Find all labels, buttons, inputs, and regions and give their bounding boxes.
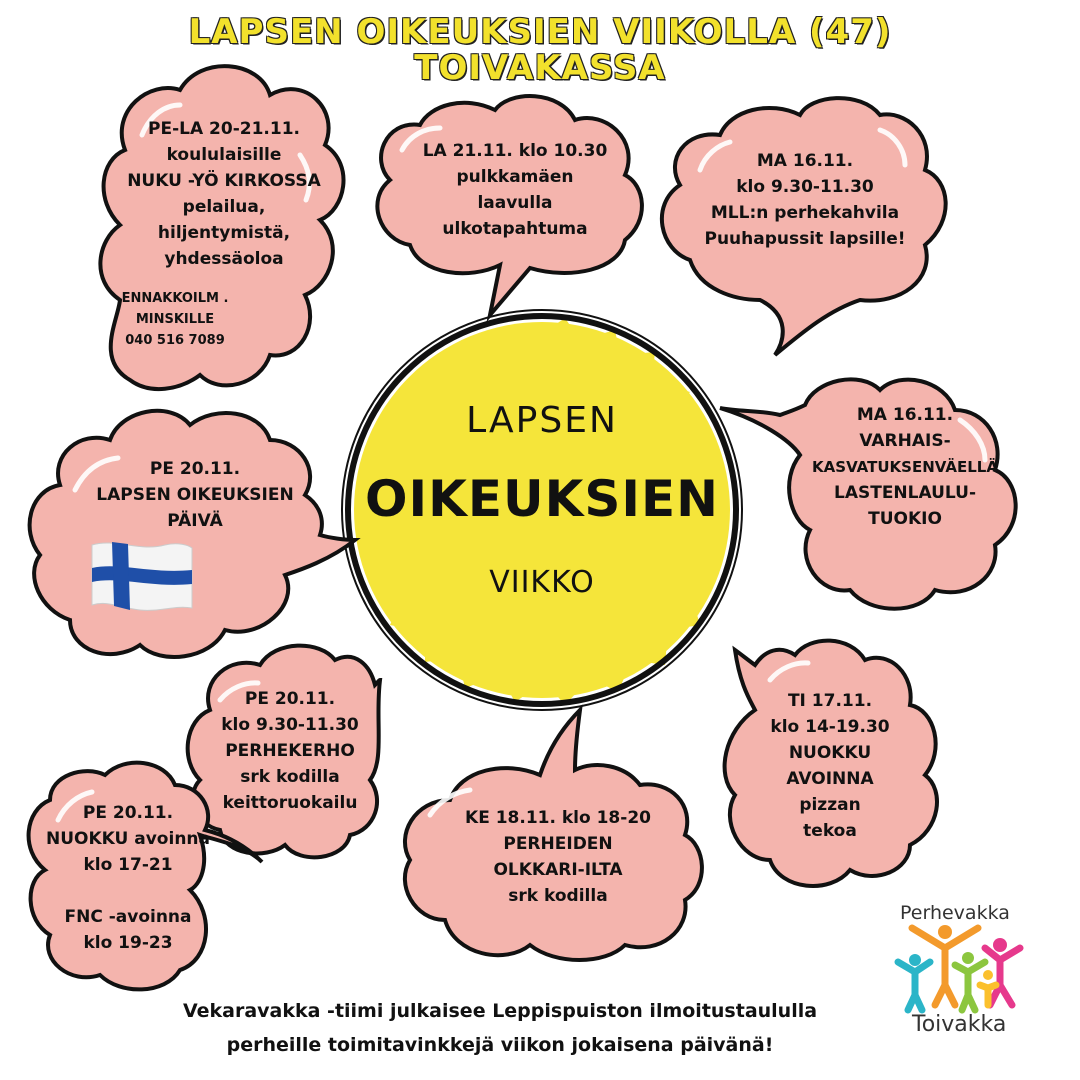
bubble-line: MA 16.11. [756,151,854,171]
bubble-line: PERHEKERHO [225,741,355,761]
bubble-line: PERHEIDEN [503,834,613,854]
bubble-line: KASVATUKSENVÄELLÄ [812,458,998,476]
bubble-line: LAPSEN OIKEUKSIEN [96,485,294,505]
bubble-line: pulkkamäen [456,167,574,187]
footer-line2: perheille toimitavinkkejä viikon jokaisena päivänä! [226,1034,774,1056]
bubble-line [38,878,218,904]
bubble-text-oikeuksienpaiva [80,456,310,534]
bubble-text-olkkari [428,805,688,909]
bubble-line: hiljentymistä, [157,223,291,243]
bubble-line: PE 20.11. [244,689,336,709]
bubble-line: MLL:n perhekahvila [710,203,900,223]
bubble-line: srk kodilla [240,767,340,787]
bubble-line: tekoa [803,821,857,841]
bubble-line: OLKKARI-ILTA [493,860,623,880]
bubble-line: LASTENLAULU- [833,483,977,503]
bubble-line: PE 20.11. [149,459,241,479]
bubble-line: koululaisille [166,145,282,165]
bubble-line: klo 14-19.30 [770,717,890,737]
bubble-text-perhekerho [195,686,385,816]
bubble-line: Puuhapussit lapsille! [704,229,906,249]
bubble-text-nuokku-pe [38,800,218,956]
bubble-line: 040 516 7089 [125,333,225,348]
bubble-line: FNC -avoinna [64,907,192,927]
poster-title-line1: LAPSEN OIKEUKSIEN VIIKOLLA (47) [188,12,892,52]
bubble-line: klo 17-21 [83,855,173,875]
bubble-line: AVOINNA [786,769,874,789]
bubble-text-lastenlaulu [795,402,1015,532]
bubble-text-perhekahvila [680,148,930,252]
bubble-line: LA 21.11. klo 10.30 [422,141,608,161]
center-text-line3: VIIKKO [489,565,595,600]
bubble-line: KE 18.11. klo 18-20 [465,808,651,828]
bubble-line: NUOKKU [788,743,872,763]
bubble-text-nukuyo [110,116,338,272]
bubble-text-nukuyo-contact [100,288,250,351]
bubble-line: klo 9.30-11.30 [736,177,874,197]
logo-text-bottom: Toivakka [912,1012,1007,1037]
bubble-line: klo 9.30-11.30 [221,715,359,735]
bubble-line: pelailua, [182,197,266,217]
bubble-line: laavulla [477,193,553,213]
footer-line1: Vekaravakka -tiimi julkaisee Leppispuiston ilmoitustaululla [182,1000,818,1022]
bubble-line: NUOKKU avoinna [46,829,210,849]
bubble-line: TI 17.11. [787,691,873,711]
bubble-line: VARHAIS- [859,431,951,451]
bubble-line: srk kodilla [508,886,608,906]
bubble-line: PÄIVÄ [167,511,223,531]
bubble-line: NUKU -YÖ KIRKOSSA [127,171,321,191]
bubble-line: ENNAKKOILM . [121,291,229,306]
bubble-line: klo 19-23 [83,933,173,953]
bubble-text-pulkka [400,138,630,242]
bubble-line: TUOKIO [868,509,942,529]
center-text-line2: OIKEUKSIEN [365,470,719,528]
bubble-line: yhdessäoloa [164,249,284,269]
bubble-text-nuokku-ti [745,688,915,844]
bubble-line: MINSKILLE [135,312,215,327]
bubble-line: PE-LA 20-21.11. [148,119,300,139]
bubble-line: ulkotapahtuma [442,219,588,239]
poster-title-line2: TOIVAKASSA [414,48,666,88]
bubble-line: MA 16.11. [856,405,954,425]
logo-text-top: Perhevakka [900,902,1010,924]
center-text-line1: LAPSEN [466,400,618,441]
finland-flag-icon [92,542,192,610]
bubble-line: PE 20.11. [82,803,174,823]
bubble-line: pizzan [799,795,861,815]
bubble-line: keittoruokailu [222,793,358,813]
